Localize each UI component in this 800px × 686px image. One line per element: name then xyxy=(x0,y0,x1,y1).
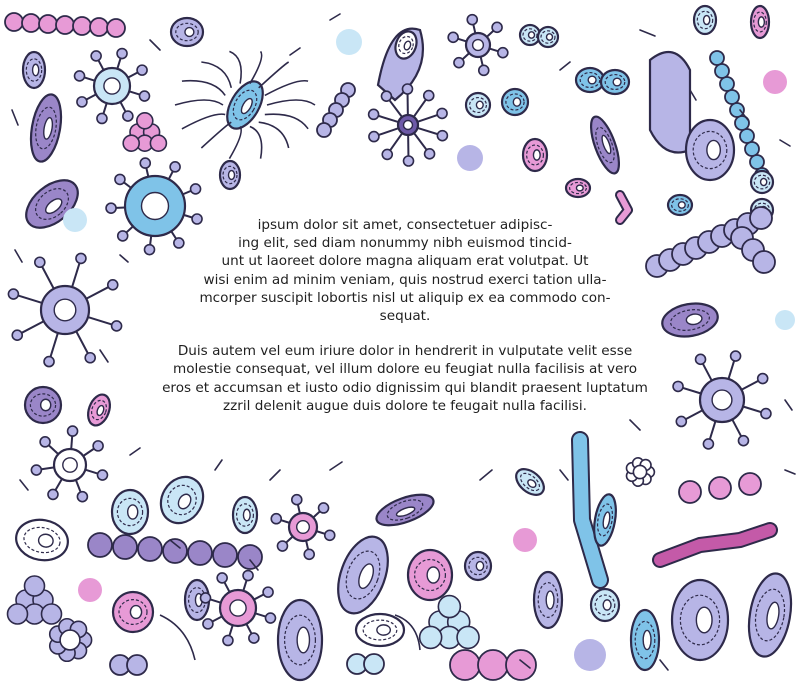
dash-mark xyxy=(480,470,492,480)
spore-icon xyxy=(78,578,102,602)
bacterium-icon xyxy=(601,70,629,94)
bacterium-icon xyxy=(13,516,71,564)
flagellum-icon xyxy=(259,122,289,148)
bacterium-icon xyxy=(523,139,547,171)
virus-icon xyxy=(448,15,508,76)
bacterium-icon xyxy=(502,89,528,115)
bacterium-icon xyxy=(220,161,240,189)
bacterium-icon xyxy=(278,600,322,680)
dash-mark xyxy=(640,30,655,36)
streptococcus-icon xyxy=(317,83,355,137)
bacterium-icon xyxy=(113,592,153,632)
bacterium-icon xyxy=(631,610,659,670)
bacterium-icon xyxy=(743,570,797,660)
virus-icon xyxy=(673,351,771,449)
flower-cell-icon xyxy=(50,619,92,662)
streptococcus-icon xyxy=(88,533,262,569)
streptococcus-icon xyxy=(679,473,761,503)
dash-mark xyxy=(130,448,140,455)
bacterium-icon xyxy=(576,68,604,92)
paragraph-1: ipsum dolor sit amet, consectetuer adipisc- ing elit, sed diam nonummy nibh euismod tincid- unt ut laoreet dolore magna aliquam erat volutpat. Ut wisi enim ad minim veniam, quis nostrud exerci tation ulla- mcorper suscipit lobortis nisl ut aliquip ex ea commodo con- sequat. xyxy=(199,217,611,325)
bacterium-icon xyxy=(465,552,491,580)
bacterium-icon xyxy=(25,387,61,423)
flagellum-icon xyxy=(182,114,225,129)
dash-mark xyxy=(290,48,300,55)
bacterium-icon xyxy=(591,589,619,621)
staphylococcus-icon xyxy=(8,576,62,624)
flagellum-icon xyxy=(259,62,289,88)
flagellum-icon xyxy=(265,81,308,96)
dash-mark xyxy=(270,470,280,480)
flower-cell-icon xyxy=(626,458,654,486)
dash-mark xyxy=(120,255,128,262)
spore-icon xyxy=(763,70,787,94)
streptococcus-icon xyxy=(347,654,384,674)
bacterium-icon xyxy=(356,614,404,646)
flagellum-icon xyxy=(229,51,241,83)
text-block xyxy=(140,216,670,432)
bacterium-icon xyxy=(694,6,716,34)
bacterium-icon xyxy=(668,195,692,215)
bacterium-icon xyxy=(751,6,769,38)
virus-icon xyxy=(8,253,121,366)
dash-mark xyxy=(330,462,342,470)
bacterium-icon xyxy=(408,550,452,600)
flagellum-icon xyxy=(250,51,262,83)
star-cell-icon xyxy=(369,84,448,166)
bacterium-icon xyxy=(233,497,257,533)
dash-mark xyxy=(560,470,568,480)
dash-mark xyxy=(15,250,22,262)
dash-mark xyxy=(785,400,792,410)
staphylococcus-icon xyxy=(420,596,479,649)
streptococcus-icon xyxy=(450,650,536,680)
dash-mark xyxy=(215,460,222,470)
dash-mark xyxy=(20,480,28,490)
flagellum-icon xyxy=(182,81,225,96)
virus-icon xyxy=(271,495,334,560)
spore-icon xyxy=(336,29,362,55)
bacterium-icon xyxy=(538,27,558,47)
bacterium-icon xyxy=(751,171,773,193)
flagellum-icon xyxy=(229,126,241,158)
dash-mark xyxy=(150,40,160,50)
dash-mark xyxy=(660,660,668,670)
bacterium-icon xyxy=(373,488,438,531)
virus-icon xyxy=(201,571,276,646)
paragraph-2: Duis autem vel eum iriure dolor in hendrerit in vulputate velit esse molestie consequat, vel illum dolore eu feugiat nulla facilisis at vero eros et accumsan et iusto odio dignissim qui blandit praesent luptatum zzril delenit augue duis dolore te feugait nulla facilisi. xyxy=(162,343,648,414)
flagellum-icon xyxy=(201,122,231,148)
bacterium-icon xyxy=(686,120,734,180)
bacterium-icon xyxy=(171,18,203,46)
dash-mark xyxy=(780,140,790,146)
streptococcus-icon xyxy=(5,13,125,37)
bacterium-icon xyxy=(520,25,540,45)
spore-icon xyxy=(457,145,483,171)
bacterium-icon xyxy=(112,490,148,534)
bacterium-icon xyxy=(672,580,728,660)
dash-mark xyxy=(330,14,340,20)
bacterium-icon xyxy=(466,93,490,117)
virus-icon xyxy=(75,49,150,124)
spore-icon xyxy=(775,310,795,330)
bacterium-icon xyxy=(534,572,562,628)
flagellum-icon xyxy=(250,126,262,158)
spore-icon xyxy=(513,528,537,552)
bacterium-icon xyxy=(585,113,624,176)
dash-mark xyxy=(100,350,108,362)
bacterium-icon xyxy=(84,392,114,429)
flagellum-icon xyxy=(175,100,223,105)
flagellum-icon xyxy=(267,100,315,105)
bacterium-icon xyxy=(329,530,398,620)
bacterium-icon xyxy=(153,469,212,531)
bacterium-icon xyxy=(566,179,590,197)
bacterium-icon xyxy=(26,92,65,164)
virus-icon xyxy=(31,426,107,502)
spore-icon xyxy=(63,208,87,232)
protozoa-icon xyxy=(650,52,690,153)
dash-mark xyxy=(785,470,795,474)
dash-mark xyxy=(12,110,18,125)
flagellum-icon xyxy=(201,62,231,88)
streptococcus-icon xyxy=(731,227,775,273)
bacterium-icon xyxy=(23,52,45,88)
dash-mark xyxy=(560,62,570,70)
streptococcus-icon xyxy=(110,655,147,675)
flagellum-icon xyxy=(265,114,308,129)
bacterium-icon xyxy=(511,464,548,500)
bacterium-icon xyxy=(591,493,620,548)
flagellum-icon xyxy=(160,615,195,660)
spore-icon xyxy=(574,639,606,671)
